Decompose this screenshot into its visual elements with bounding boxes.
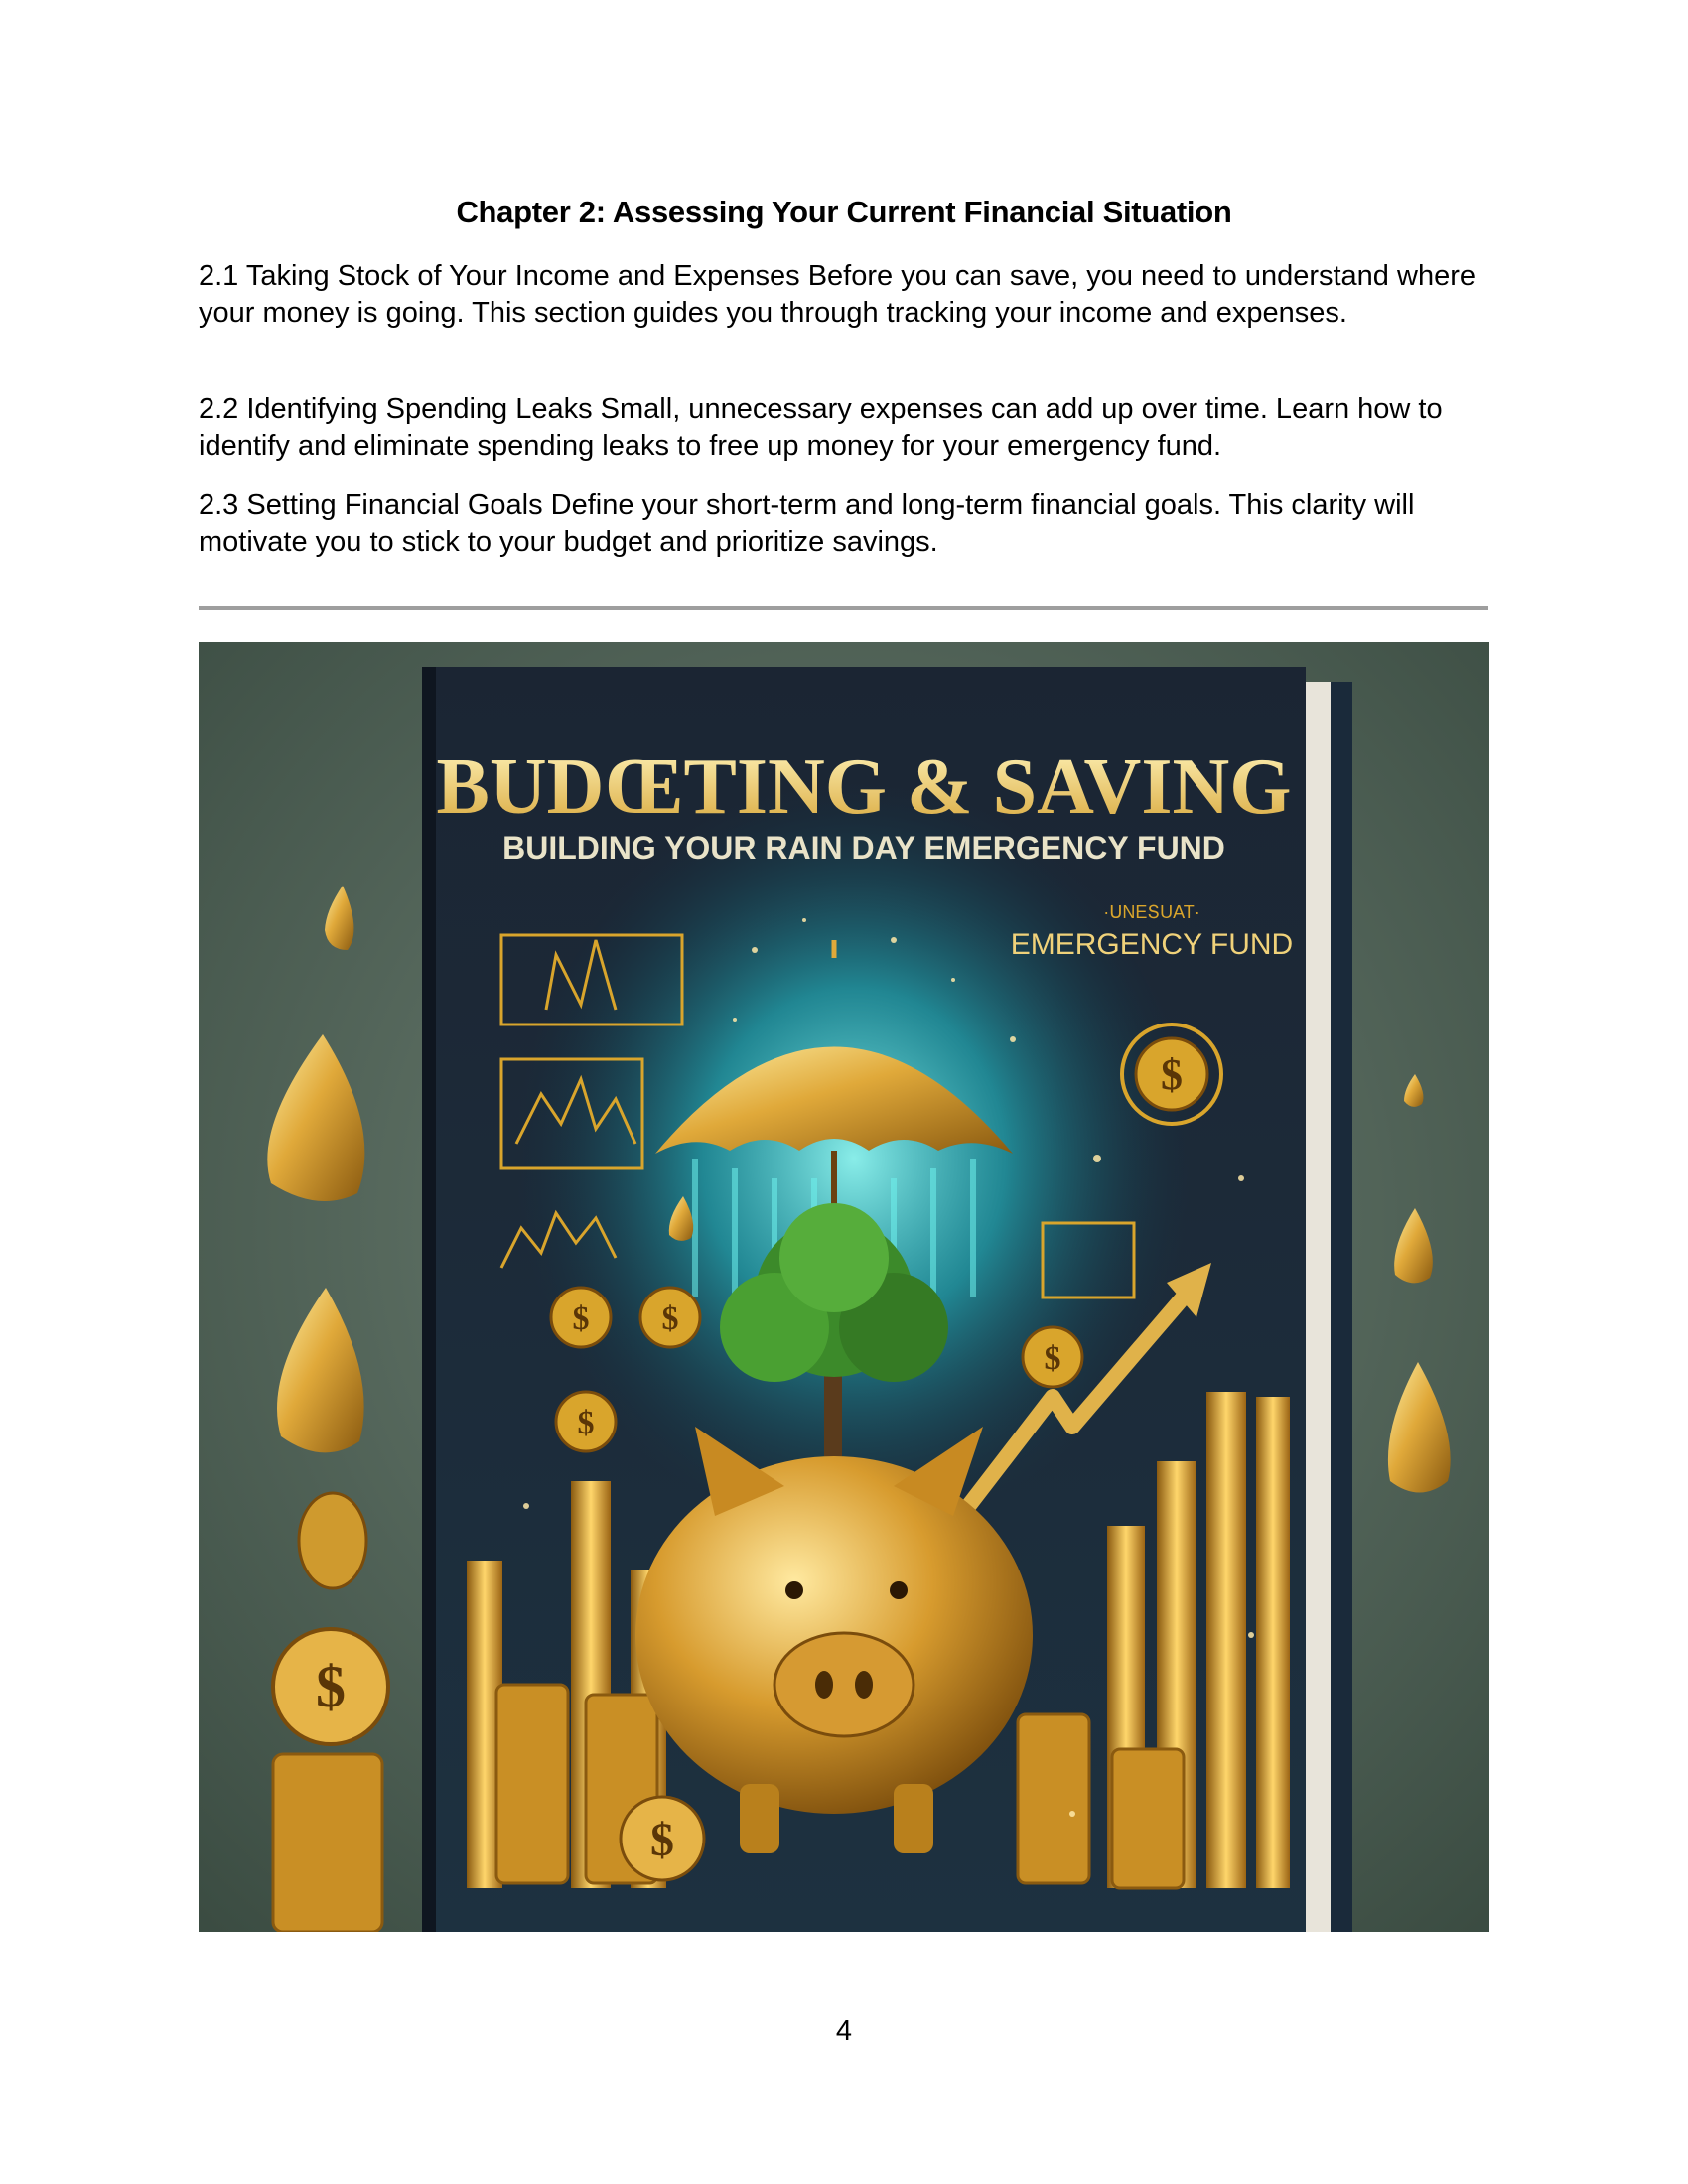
svg-text:$: $ <box>316 1654 346 1719</box>
svg-text:$: $ <box>572 1300 590 1337</box>
glow-effect <box>516 781 1192 1536</box>
paragraph-income-expenses: 2.1 Taking Stock of Your Income and Expenses Before you can save, you need to understand where your money is going. This section guides you through tracking your income and expenses. <box>199 260 1476 329</box>
svg-text:$: $ <box>1044 1340 1061 1377</box>
badge-top-text: ·ՍNEՏUAT· <box>1103 902 1200 922</box>
svg-text:$: $ <box>650 1814 674 1866</box>
paragraph-financial-goals: 2.3 Setting Financial Goals Define your short-term and long-term financial goals. This clarity will motivate you to stick to your budget and prioritize savings. <box>199 489 1415 558</box>
book-back-cover <box>1331 682 1352 1932</box>
cover-subtitle: BUILDING YOUR RAIN DAY EMERGENCY FUND <box>502 830 1225 866</box>
badge-bottom-text: EMERGENCY FUND <box>1010 928 1294 961</box>
book-cover-image <box>199 642 1489 1932</box>
svg-text:$: $ <box>1161 1050 1183 1099</box>
svg-text:$: $ <box>577 1405 595 1441</box>
svg-text:$: $ <box>661 1300 679 1337</box>
horizontal-divider <box>199 606 1488 610</box>
cover-title: BUDŒTING & SAVING <box>436 744 1292 831</box>
chapter-title: Chapter 2: Assessing Your Current Financial Situation <box>456 195 1232 229</box>
book-spine <box>422 667 436 1932</box>
page-number: 4 <box>835 2015 853 2047</box>
paragraph-spending-leaks: 2.2 Identifying Spending Leaks Small, unnecessary expenses can add up over time. Learn how to identify and eliminate spending leaks to free up money for your emergency fund. <box>199 393 1443 462</box>
